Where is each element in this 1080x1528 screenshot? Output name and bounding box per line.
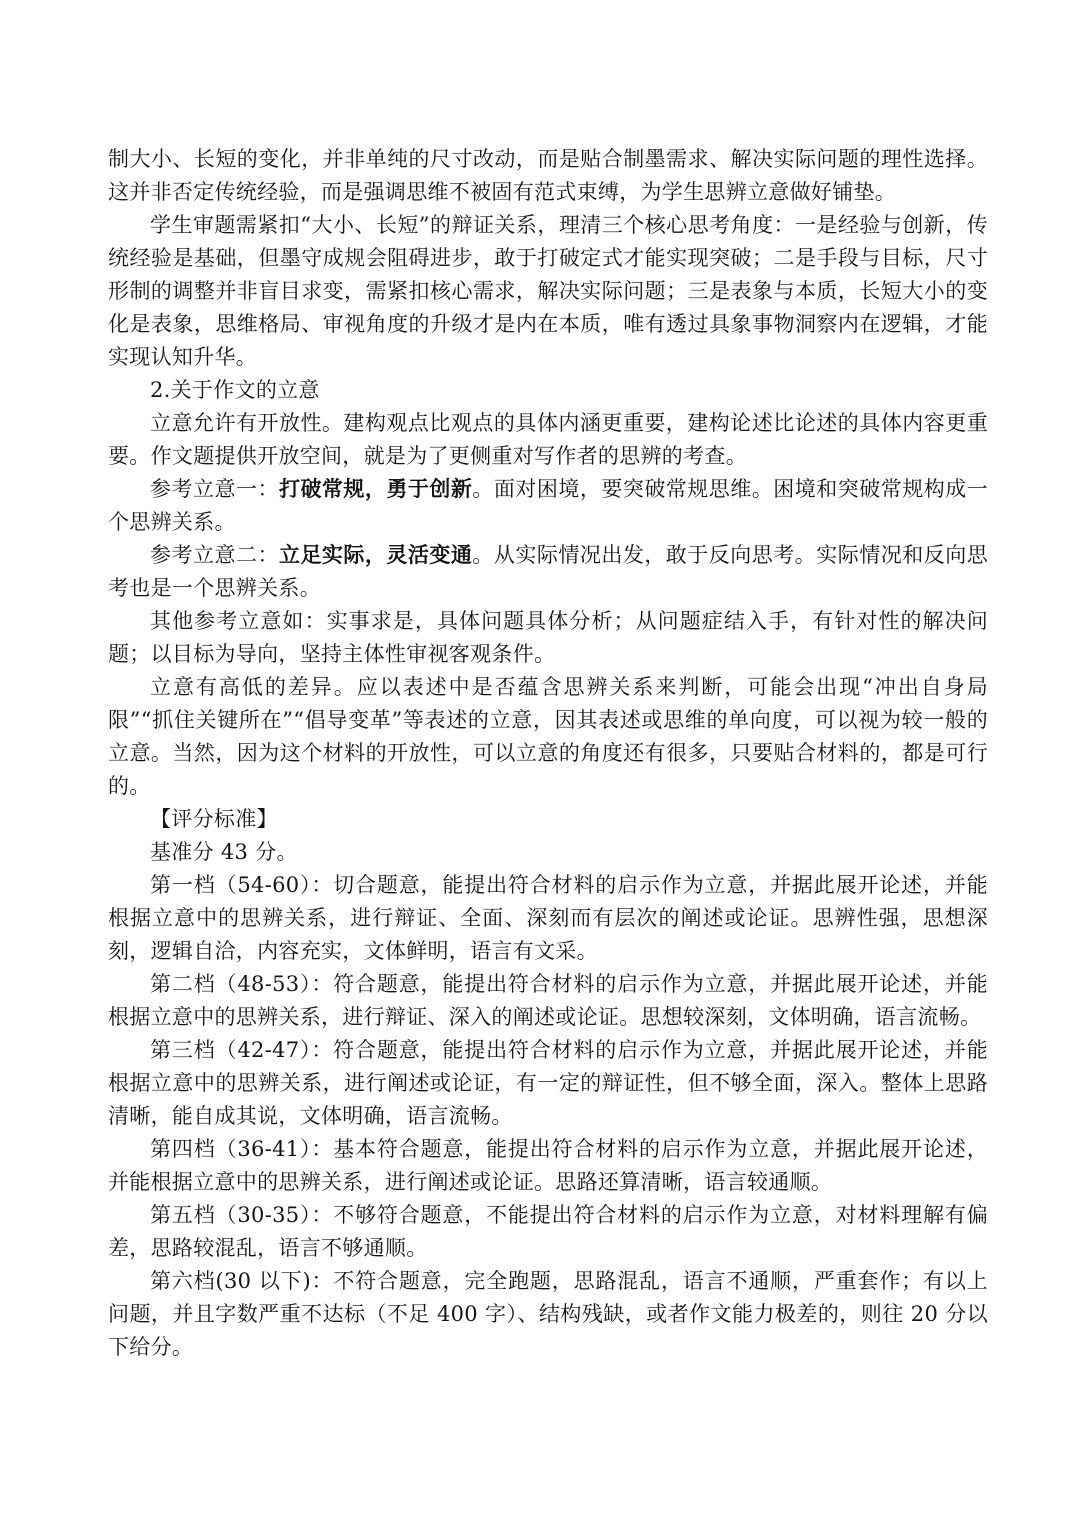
rubric-level-4: 第四档（36-41）：基本符合题意，能提出符合材料的启示作为立意，并据此展开论述，并能根据立意中的思辨关系，进行阐述或论证。思路还算清晰，语言较通顺。: [108, 1137, 988, 1194]
rubric-level-1: 第一档（54-60）：切合题意，能提出符合材料的启示作为立意，并据此展开论述，并能根据立意中的思辨关系，进行辩证、全面、深刻而有层次的阐述或论证。思辨性强，思想深刻，逻辑自洽，内容充实，文体鲜明，语言有文采。: [108, 873, 988, 963]
rubric-level-2: 第二档（48-53）：符合题意，能提出符合材料的启示作为立意，并据此展开论述，并能根据立意中的思辨关系，进行辩证、深入的阐述或论证。思想较深刻，文体明确，语言流畅。: [108, 972, 988, 1029]
reference-intent-one-label: 参考立意一：: [150, 477, 279, 501]
reference-intent-two-key: 立足实际，灵活变通: [278, 543, 473, 567]
rubric-title: 【评分标准】: [150, 807, 278, 831]
paragraph-continuation: 制大小、长短的变化，并非单纯的尺寸改动，而是贴合制墨需求、解决实际问题的理性选择。这并非否定传统经验，而是强调思维不被固有范式束缚，为学生思辨立意做好铺垫。: [108, 147, 988, 204]
rubric-level-3: 第三档（42-47）：符合题意，能提出符合材料的启示作为立意，并据此展开论述，并能根据立意中的思辨关系，进行阐述或论证，有一定的辩证性，但不够全面，深入。整体上思路清晰，能自成其说，文体明确，语言流畅。: [108, 1038, 988, 1128]
rubric-level-6: 第六档(30 以下)：不符合题意，完全跑题，思路混乱，语言不通顺，严重套作；有以上问题，并且字数严重不达标（不足 400 字）、结构残缺，或者作文能力极差的，则往 20 分以下给分。: [108, 1269, 988, 1359]
paragraph-intent-levels: 立意有高低的差异。应以表述中是否蕴含思辨关系来判断，可能会出现“冲出自身局限”“抓住关键所在”“倡导变革”等表述的立意，因其表述或思维的单向度，可以视为较一般的立意。当然，因为这个材料的开放性，可以立意的角度还有很多，只要贴合材料的，都是可行的。: [108, 675, 988, 798]
reference-intent-two: [108, 539, 988, 605]
reference-intent-two-label: 参考立意二：: [150, 543, 279, 567]
paragraph-open-intent: 立意允许有开放性。建构观点比观点的具体内涵更重要，建构论述比论述的具体内容更重要。作文题提供开放空间，就是为了更侧重对写作者的思辨的考查。: [108, 411, 988, 468]
reference-intent-one-text: 。面对困境，要突破常规思维。困境和突破常规构成一个思辨关系。: [108, 477, 988, 534]
document-page: [108, 143, 988, 1364]
base-score: 基准分 43 分。: [150, 840, 298, 864]
paragraph-analysis: 学生审题需紧扣“大小、长短”的辩证关系，理清三个核心思考角度：一是经验与创新，传统经验是基础，但墨守成规会阻碍进步，敢于打破定式才能实现突破；二是手段与目标，尺寸形制的调整并非盲目求变，需紧扣核心需求，解决实际问题；三是表象与本质，长短大小的变化是表象，思维格局、审视角度的升级才是内在本质，唯有透过具象事物洞察内在逻辑，才能实现认知升华。: [108, 213, 988, 369]
section-heading-intent: 2.关于作文的立意: [150, 378, 320, 402]
paragraph-other-intents: 其他参考立意如：实事求是，具体问题具体分析；从问题症结入手，有针对性的解决问题；以目标为导向，坚持主体性审视客观条件。: [108, 609, 988, 666]
reference-intent-one-key: 打破常规，勇于创新: [278, 477, 473, 501]
rubric-level-5: 第五档（30-35）：不够符合题意，不能提出符合材料的启示作为立意，对材料理解有偏差，思路较混乱，语言不够通顺。: [108, 1203, 988, 1260]
reference-intent-one: [108, 473, 988, 539]
reference-intent-two-text: 。从实际情况出发，敢于反向思考。实际情况和反向思考也是一个思辨关系。: [108, 543, 988, 600]
